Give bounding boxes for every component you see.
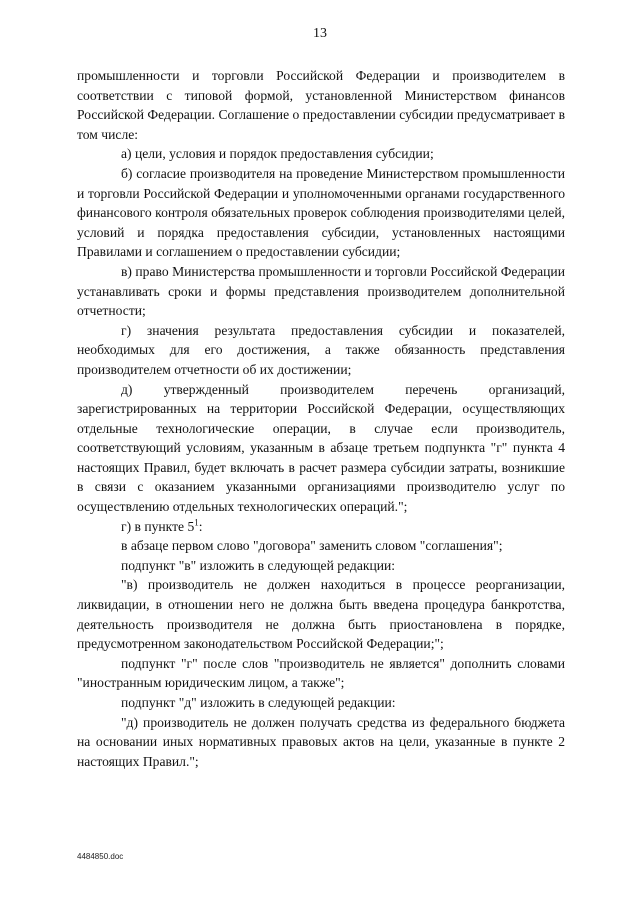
paragraph-subitem-d-intro: подпункт "д" изложить в следующей редакции: [121, 695, 396, 710]
paragraph-subitem-v-intro: подпункт "в" изложить в следующей редакции: [121, 557, 396, 573]
paragraph-replace-word: в абзаце первом слово "договора" заменить словом "соглашения"; [121, 538, 503, 554]
point-5-1-superscript: 1 [194, 517, 199, 528]
document-body [77, 66, 565, 771]
paragraph-subitem-g: подпункт "г" после слов "производитель не является" дополнить словами "иностранным юридическим лицом, а также"; [77, 655, 565, 691]
page-number: 13 [313, 26, 327, 41]
point-5-1-prefix: г) в пункте 5 [121, 518, 195, 534]
paragraph-item-v: в) право Министерства промышленности и торговли Российской Федерации устанавливать сроки и формы представления производителем дополнительной отчетности; [77, 263, 565, 319]
paragraph-item-g: г) значения результата предоставления субсидии и показателей, необходимых для его достижения, а также обязанность представления производителем отчетности об их достижении; [77, 322, 565, 377]
paragraph-point-5-1 [77, 517, 565, 537]
paragraph-item-d: д) утвержденный производителем перечень организаций, зарегистрированных на территории Российской Федерации, осуществляющих отдельные технологические операции, в случае если производитель, соответствующий условиям, указанным в абзаце третьем подпункта "г" пункта 4 настоящих Правил, будет включать в расчет размера субсидии затраты, возникшие в связи с оказанием указанными организациями производителю услуг по осуществлению отдельных технологических операций."; [77, 381, 565, 515]
document-code: 4484850.doc [77, 852, 124, 861]
point-5-1-suffix: : [198, 518, 203, 534]
paragraph-subitem-d-text: "д) производитель не должен получать средства из федерального бюджета на основании иных нормативных правовых актов на цели, указанные в пункте 2 настоящих Правил."; [77, 714, 565, 769]
paragraph-subitem-v-text: "в) производитель не должен находиться в процессе реорганизации, ликвидации, в отношении него не должна быть введена процедура банкротства, деятельность производителя не должна быть приостановлена в порядке, предусмотренном законодательством Российской Федерации;"; [77, 577, 565, 652]
paragraph-item-b: б) согласие производителя на проведение Министерством промышленности и торговли Российской Федерации и уполномоченными органами государственного финансового контроля обязательных проверок соблюдения производителями целей, условий и порядка предоставления субсидии, установленных настоящими Правилами и соглашением о предоставлении субсидии; [77, 165, 565, 260]
paragraph-continuation: промышленности и торговли Российской Федерации и производителем в соответствии с типовой формой, установленной Министерством финансов Российской Федерации. Соглашение о предоставлении субсидии предусматривает в том числе: [77, 68, 565, 142]
paragraph-item-a: а) цели, условия и порядок предоставления субсидии; [121, 146, 434, 162]
